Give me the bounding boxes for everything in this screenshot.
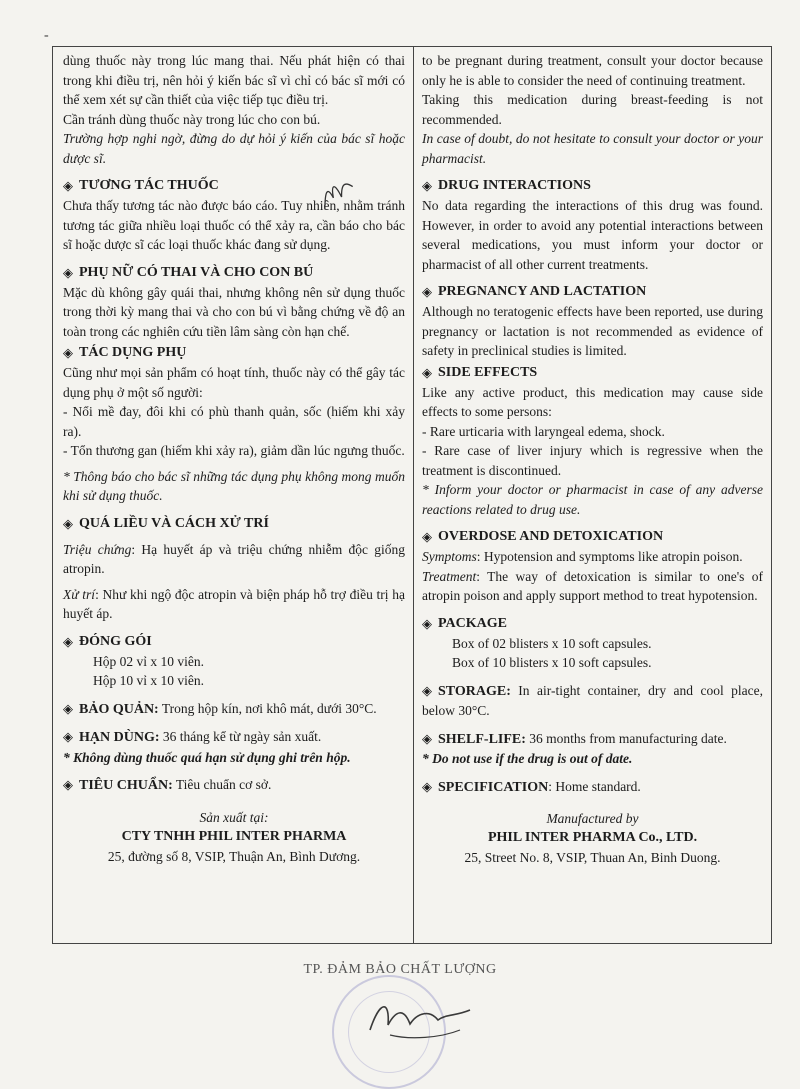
en-package-line-2: Box of 10 blisters x 10 soft capsules. [452,655,652,670]
en-side-note: * Inform your doctor or pharmacist in case of any adverse reactions related to drug use. [422,482,763,517]
vi-intro-italic: Trường hợp nghi ngờ, đừng do dự hỏi ý kiến của bác sĩ hoặc dược sĩ. [63,131,405,166]
en-package-heading [422,614,763,634]
made-by-label: Sản xuất tại: [199,809,269,825]
diamond-bullet-icon: ◈ [422,730,432,746]
label: HẠN DÙNG: [79,730,160,745]
diamond-bullet-icon: ◈ [422,778,432,794]
en-intro-italic: In case of doubt, do not hesitate to consult your doctor or your pharmacist. [422,131,763,166]
vi-package-line-1: Hộp 02 vỉ x 10 viên. [93,653,204,669]
vi-intro-2: Cần tránh dùng thuốc này trong lúc cho con bú. [63,111,321,127]
en-shelf-note: * Do not use if the drug is out of date. [422,751,633,766]
heading-text: DRUG INTERACTIONS [438,178,591,193]
en-side-heading [422,363,763,383]
value: Tiêu chuẩn cơ sở. [172,777,272,792]
en-specification [422,777,763,798]
quality-assurance-label: TP. ĐẢM BẢO CHẤT LƯỢNG [303,962,497,977]
label: STORAGE: [438,683,511,699]
value: : Hạ huyết áp và triệu chứng nhiễm độc giống atropin. [63,541,405,576]
made-by-label: Manufactured by [546,811,639,826]
diamond-bullet-icon: ◈ [63,729,73,744]
vi-shelf-note: * Không dùng thuốc quá hạn sử dụng ghi trên hộp. [63,749,351,765]
diamond-bullet-icon: ◈ [422,529,432,544]
diamond-bullet-icon: ◈ [63,777,73,792]
vi-side-body-3: - Tổn thương gan (hiếm khi xảy ra), giảm dần lúc ngưng thuốc. [63,443,405,458]
vi-overdose-heading [63,514,405,534]
company-name: PHIL INTER PHARMA Co., LTD. [487,830,698,845]
heading-text: OVERDOSE AND DETOXICATION [438,529,664,544]
value: Trong hộp kín, nơi khô mát, dưới 30°C. [158,700,377,716]
diamond-bullet-icon: ◈ [63,700,73,716]
vi-specification [63,775,405,796]
diamond-bullet-icon: ◈ [63,515,73,531]
heading-text: TÁC DỤNG PHỤ [79,345,187,360]
en-package-line-1: Box of 02 blisters x 10 soft capsules. [452,635,652,651]
vi-side-body-2: - Nổi mề đay, đôi khi có phù thanh quản, sốc (hiếm khi xảy ra). [63,404,405,439]
label: Symptoms [422,549,477,564]
company-address: 25, đường số 8, VSIP, Thuận An, Bình Dương. [107,848,361,864]
diamond-bullet-icon: ◈ [63,633,73,649]
en-side-body-3: - Rare case of liver injury which is regressive when the treatment is discontinued. [422,443,763,478]
label: Xử trí [63,586,96,602]
value: In air-tight container, dry and cool place, below 30°C. [422,682,763,718]
en-interactions-body: No data regarding the interactions of this drug was found. However, in order to avoid any potential interactions between several medications, you must inform your doctor or pharmacist of all other current treatments. [422,198,763,272]
en-side-body-2: - Rare urticaria with laryngeal edema, shock. [422,423,665,439]
heading-text: SIDE EFFECTS [438,364,538,380]
value: 36 months from manufacturing date. [525,730,727,746]
vi-intro-1: dùng thuốc này trong lúc mang thai. Nếu phát hiện có thai trong khi điều trị, nên hỏi ý kiến bác sĩ vì chỉ có bác sĩ mới có thể xem xét sự cần thiết của việc tiếp tục điều trị. [63,53,405,107]
label: SHELF-LIFE: [438,731,526,747]
en-pregnancy-heading [422,282,763,302]
diamond-bullet-icon: ◈ [422,178,432,193]
heading-text: TƯƠNG TÁC THUỐC [79,178,219,193]
diamond-bullet-icon: ◈ [422,284,432,299]
value: : Home standard. [548,778,641,794]
vi-symptoms [63,540,405,579]
heading-text: ĐÓNG GÓI [79,633,152,649]
value: : The way of detoxication is similar to one's of atropin poison and apply support method to treat hypotension. [422,568,763,603]
vi-storage [63,699,405,720]
en-manufacturer [422,809,763,867]
en-side-body-1: Like any active product, this medication may cause side effects to some persons: [422,384,763,419]
vi-pregnancy-heading [63,263,405,283]
vietnamese-column [53,47,414,943]
en-storage [422,681,763,721]
label: SPECIFICATION [438,779,549,795]
diamond-bullet-icon: ◈ [63,345,73,360]
diamond-bullet-icon: ◈ [422,364,432,380]
handwritten-signature-icon [360,990,480,1050]
diamond-bullet-icon: ◈ [63,264,73,280]
vi-side-heading [63,343,405,363]
heading-text: PACKAGE [438,615,507,631]
heading-text: PREGNANCY AND LACTATION [438,284,647,299]
value: 36 tháng kể từ ngày sản xuất. [159,729,322,744]
value: : Như khi ngộ độc atropin và biện pháp hỗ trợ điều trị hạ huyết áp. [63,586,405,621]
en-shelf-life [422,729,763,750]
en-overdose-heading [422,527,763,547]
vi-manufacturer [63,808,405,866]
vi-package-line-2: Hộp 10 vỉ x 10 viên. [93,673,204,688]
vi-package-heading [63,632,405,652]
company-address: 25, Street No. 8, VSIP, Thuan An, Binh Duong. [464,850,721,865]
english-column [414,47,771,943]
heading-text: PHỤ NỮ CÓ THAI VÀ CHO CON BÚ [79,264,314,280]
en-pregnancy-body: Although no teratogenic effects have been reported, use during pregnancy or lactation is not recommended as evidence of safety in preclinical studies is limited. [422,304,763,358]
en-symptoms [422,547,763,567]
vi-interactions-body: Chưa thấy tương tác nào được báo cáo. Tuy nhiên, nhằm tránh tương tác giữa nhiều loại thuốc có thể xảy ra, cần báo cho bác sĩ hoặc dược sĩ các loại thuốc khác đang sử dụng. [63,198,405,252]
en-interactions-heading [422,176,763,196]
en-treatment [422,567,763,606]
label: TIÊU CHUẨN: [79,778,173,793]
label: BẢO QUẢN: [79,701,159,717]
diamond-bullet-icon: ◈ [422,682,432,698]
vi-shelf-life [63,727,405,748]
vi-pregnancy-body: Mặc dù không gây quái thai, nhưng không nên sử dụng thuốc trong thời kỳ mang thai và cho con bú vì bằng chứng về độ an toàn trong các nghiên cứu tiền lâm sàng còn hạn chế. [63,284,405,339]
vi-side-body-1: Cũng như mọi sản phẩm có hoạt tính, thuốc này có thể gây tác dụng phụ ở một số người: [63,365,405,400]
value: : Hypotension and symptoms like atropin poison. [476,549,743,564]
diamond-bullet-icon: ◈ [422,615,432,631]
label: Triệu chứng [63,541,132,557]
leaflet-table [52,46,772,944]
company-name: CTY TNHH PHIL INTER PHARMA [121,828,347,844]
heading-text: QUÁ LIỀU VÀ CÁCH XỬ TRÍ [79,515,269,531]
label: Treatment [422,568,477,584]
en-intro-1: to be pregnant during treatment, consult your doctor because only he is able to consider the need of continuing treatment. [422,53,763,88]
vi-side-note: * Thông báo cho bác sĩ những tác dụng phụ không mong muốn khi sử dụng thuốc. [63,468,405,503]
diamond-bullet-icon: ◈ [63,178,73,193]
page-mark: - [44,28,49,43]
en-intro-2: Taking this medication during breast-feeding is not recommended. [422,92,763,127]
vi-treatment [63,585,405,624]
